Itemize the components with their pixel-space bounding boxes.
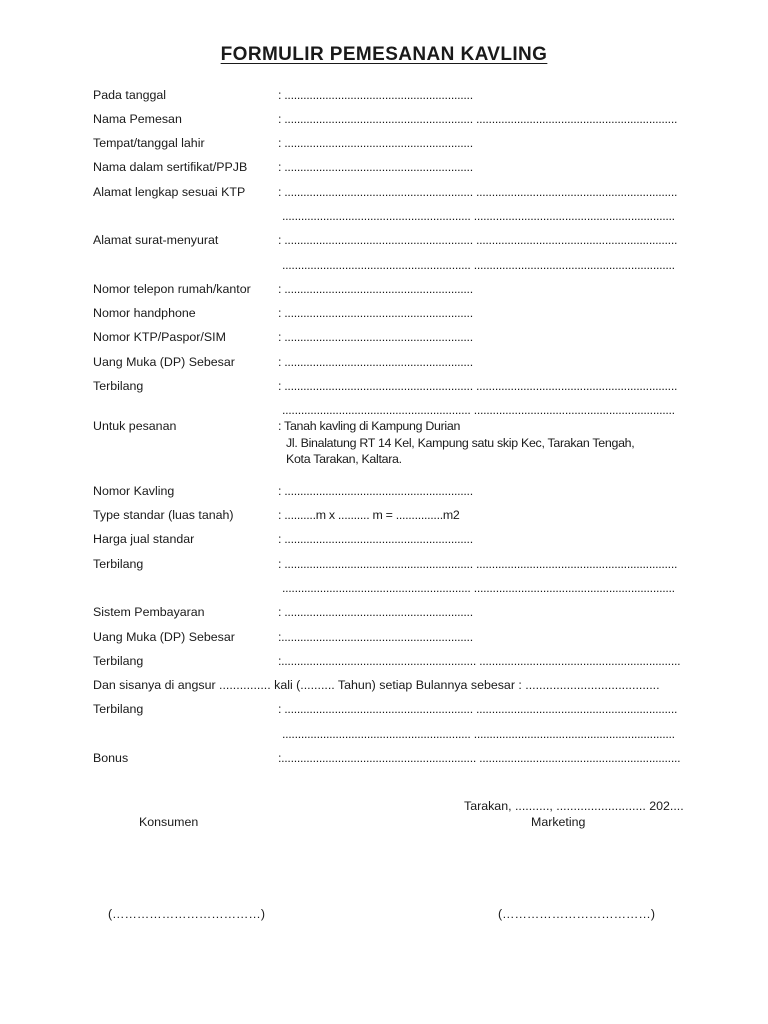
field-uang-muka[interactable]: : ............................................................ bbox=[278, 355, 473, 369]
pesanan-city-line: Kota Tarakan, Kaltara. bbox=[286, 452, 402, 466]
field-terbilang-harga[interactable]: : ............................................................ ................................................................ bbox=[278, 557, 678, 571]
label-terbilang-dp: Terbilang bbox=[93, 654, 144, 668]
label-uang-muka-2: Uang Muka (DP) Sebesar bbox=[93, 630, 235, 644]
field-terbilang[interactable]: : ............................................................ ................................................................ bbox=[278, 379, 678, 393]
label-tempat-tanggal-lahir: Tempat/tanggal lahir bbox=[93, 136, 205, 150]
field-terbilang-angsuran[interactable]: : ............................................................ ................................................................ bbox=[278, 702, 678, 716]
marketing-signature[interactable]: (………………………………) bbox=[498, 907, 655, 921]
angsuran-line[interactable]: Dan sisanya di angsur ............... kali (.......... Tahun) setiap Bulannya sebesar : ....................................... bbox=[93, 678, 660, 692]
field-alamat-surat[interactable]: : ............................................................ ................................................................ bbox=[278, 233, 678, 247]
label-terbilang-harga: Terbilang bbox=[93, 557, 144, 571]
label-harga-jual: Harga jual standar bbox=[93, 532, 195, 546]
label-untuk-pesanan: Untuk pesanan bbox=[93, 419, 177, 433]
label-nomor-kavling: Nomor Kavling bbox=[93, 484, 175, 498]
field-nama-sertifikat[interactable]: : ............................................................ bbox=[278, 160, 473, 174]
label-handphone: Nomor handphone bbox=[93, 306, 196, 320]
field-harga-jual[interactable]: : ............................................................ bbox=[278, 532, 473, 546]
field-type-standar[interactable]: : ..........m x .......... m = ...............m2 bbox=[278, 508, 460, 522]
label-bonus: Bonus bbox=[93, 751, 129, 765]
field-nama-pemesan[interactable]: : ............................................................ ................................................................ bbox=[278, 112, 678, 126]
field-alamat-ktp[interactable]: : ............................................................ ................................................................ bbox=[278, 185, 678, 199]
label-type-standar: Type standar (luas tanah) bbox=[93, 508, 234, 522]
field-terbilang-dp[interactable]: :.............................................................. ................................................................ bbox=[278, 654, 681, 668]
field-terbilang-harga-cont[interactable]: ............................................................ ................................................................ bbox=[282, 581, 675, 595]
field-bonus[interactable]: :.............................................................. ................................................................ bbox=[278, 751, 681, 765]
field-telepon[interactable]: : ............................................................ bbox=[278, 282, 473, 296]
field-handphone[interactable]: : ............................................................ bbox=[278, 306, 473, 320]
label-terbilang-angsuran: Terbilang bbox=[93, 702, 144, 716]
place-date[interactable]: Tarakan, .........., .......................... 202.... bbox=[464, 799, 684, 813]
pesanan-address-line: Jl. Binalatung RT 14 Kel, Kampung satu skip Kec, Tarakan Tengah, bbox=[286, 436, 635, 450]
label-pada-tanggal: Pada tanggal bbox=[93, 88, 167, 102]
field-uang-muka-2[interactable]: :............................................................. bbox=[278, 630, 473, 644]
field-nomor-kavling[interactable]: : ............................................................ bbox=[278, 484, 473, 498]
marketing-label: Marketing bbox=[531, 815, 586, 829]
field-untuk-pesanan: : Tanah kavling di Kampung Durian bbox=[278, 419, 461, 433]
label-telepon: Nomor telepon rumah/kantor bbox=[93, 282, 251, 296]
field-terbilang-angsuran-cont[interactable]: ............................................................ ................................................................ bbox=[282, 727, 675, 741]
label-nama-pemesan: Nama Pemesan bbox=[93, 112, 182, 126]
form-title: FORMULIR PEMESANAN KAVLING bbox=[220, 44, 548, 65]
label-sistem-pembayaran: Sistem Pembayaran bbox=[93, 605, 205, 619]
label-alamat-ktp: Alamat lengkap sesuai KTP bbox=[93, 185, 246, 199]
field-ktp[interactable]: : ............................................................ bbox=[278, 330, 473, 344]
field-alamat-surat-cont[interactable]: ............................................................ ................................................................ bbox=[282, 258, 675, 272]
label-nama-sertifikat: Nama dalam sertifikat/PPJB bbox=[93, 160, 248, 174]
consumer-signature[interactable]: (………………………………) bbox=[108, 907, 265, 921]
label-alamat-surat: Alamat surat-menyurat bbox=[93, 233, 219, 247]
field-alamat-ktp-cont[interactable]: ............................................................ ................................................................ bbox=[282, 209, 675, 223]
label-ktp: Nomor KTP/Paspor/SIM bbox=[93, 330, 226, 344]
field-sistem-pembayaran[interactable]: : ............................................................ bbox=[278, 605, 473, 619]
label-terbilang: Terbilang bbox=[93, 379, 144, 393]
field-tempat-tanggal-lahir[interactable]: : ............................................................ bbox=[278, 136, 473, 150]
label-uang-muka: Uang Muka (DP) Sebesar bbox=[93, 355, 235, 369]
field-pada-tanggal[interactable]: : ............................................................ bbox=[278, 88, 473, 102]
consumer-label: Konsumen bbox=[139, 815, 199, 829]
field-terbilang-cont[interactable]: ............................................................ ................................................................ bbox=[282, 403, 675, 417]
